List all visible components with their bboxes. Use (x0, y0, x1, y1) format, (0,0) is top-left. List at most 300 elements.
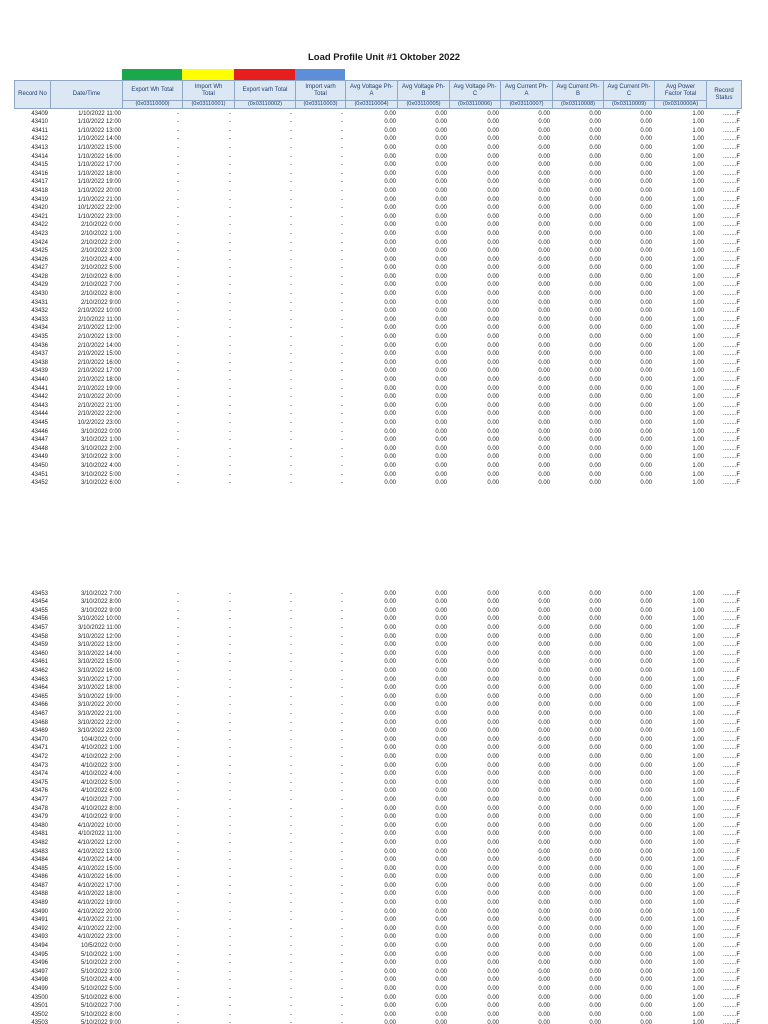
cell-import-wh: - (229, 986, 231, 992)
cell-voltage-ph-b: 0.00 (435, 179, 447, 186)
cell-current-ph-a: 0.00 (538, 728, 550, 735)
cell-record-no: 43464 (31, 685, 48, 692)
cell-voltage-ph-c: 0.00 (487, 822, 499, 829)
cell-voltage-ph-b: 0.00 (435, 239, 447, 246)
cell-current-ph-c: 0.00 (640, 110, 652, 117)
cell-current-ph-b: 0.00 (589, 711, 601, 717)
cell-power-factor: 1.00 (692, 659, 704, 666)
cell-import-wh: - (229, 805, 231, 812)
col-header-date-time (50, 80, 123, 109)
cell-voltage-ph-c: 0.00 (487, 428, 499, 435)
cell-current-ph-a: 0.00 (538, 127, 550, 134)
cell-voltage-ph-b: 0.00 (435, 977, 447, 984)
cell-import-wh: - (229, 616, 231, 623)
cell-date-time: 4/10/2022 4:00 (80, 771, 121, 778)
cell-import-varh: - (341, 325, 343, 332)
cell-current-ph-c: 0.00 (640, 428, 652, 435)
cell-current-ph-a: 0.00 (538, 1003, 550, 1010)
table-row (14, 281, 741, 290)
cell-voltage-ph-b: 0.00 (435, 659, 447, 666)
cell-date-time: 1/10/2022 18:00 (77, 170, 121, 177)
cell-record-status: ........F (722, 968, 740, 975)
cell-record-status: ........F (722, 273, 740, 280)
cell-record-no: 43434 (31, 325, 48, 332)
cell-power-factor: 1.00 (692, 394, 704, 401)
cell-date-time: 2/10/2022 11:00 (78, 316, 121, 323)
cell-voltage-ph-b: 0.00 (435, 351, 447, 358)
cell-current-ph-c: 0.00 (640, 719, 652, 726)
cell-current-ph-b: 0.00 (589, 659, 601, 666)
cell-voltage-ph-b: 0.00 (435, 900, 447, 907)
cell-current-ph-b: 0.00 (589, 779, 601, 786)
cell-import-varh: - (341, 736, 343, 743)
cell-record-status: ........F (722, 179, 740, 186)
table-row (14, 598, 741, 607)
cell-current-ph-a: 0.00 (538, 779, 550, 786)
cell-voltage-ph-c: 0.00 (487, 1011, 499, 1018)
cell-record-no: 43485 (31, 865, 48, 872)
cell-record-status: ........F (722, 462, 740, 469)
cell-export-varh: - (290, 934, 292, 941)
cell-voltage-ph-b: 0.00 (435, 857, 447, 864)
cell-record-no: 43486 (31, 874, 48, 881)
cell-voltage-ph-b: 0.00 (435, 779, 447, 786)
cell-current-ph-b: 0.00 (589, 796, 601, 803)
cell-record-no: 43495 (31, 951, 48, 958)
table-row (14, 230, 741, 239)
cell-current-ph-a: 0.00 (538, 368, 550, 375)
cell-record-status: ........F (722, 762, 740, 769)
table-row (14, 1019, 741, 1024)
cell-power-factor: 1.00 (692, 342, 704, 349)
cell-export-wh: - (177, 428, 179, 435)
cell-export-wh: - (177, 771, 179, 778)
cell-voltage-ph-b: 0.00 (435, 127, 447, 134)
cell-current-ph-b: 0.00 (589, 874, 601, 881)
cell-current-ph-b: 0.00 (589, 882, 601, 889)
table-row (14, 187, 741, 196)
cell-import-wh: - (229, 437, 231, 444)
cell-record-status: ........F (722, 428, 740, 435)
cell-record-no: 43448 (31, 445, 48, 452)
col-header-import-wh-total (182, 80, 235, 101)
cell-import-wh: - (229, 170, 231, 177)
cell-voltage-ph-c: 0.00 (487, 745, 499, 752)
cell-date-time: 2/10/2022 7:00 (80, 282, 121, 289)
cell-record-status: ........F (722, 607, 740, 614)
cell-record-no: 43470 (31, 736, 48, 743)
cell-import-varh: - (341, 1020, 343, 1024)
cell-current-ph-a: 0.00 (538, 968, 550, 975)
cell-record-status: ........F (722, 445, 740, 452)
table-row (14, 805, 741, 814)
cell-voltage-ph-c: 0.00 (487, 282, 499, 289)
col-code-avg-voltage-ph-b: (0x03110005) (397, 100, 450, 109)
cell-record-no: 43425 (31, 248, 48, 255)
cell-voltage-ph-a: 0.00 (384, 1011, 396, 1018)
cell-current-ph-c: 0.00 (640, 599, 652, 606)
cell-date-time: 2/10/2022 6:00 (80, 273, 121, 280)
cell-voltage-ph-b: 0.00 (435, 402, 447, 409)
cell-voltage-ph-c: 0.00 (487, 136, 499, 143)
cell-record-no: 43499 (31, 986, 48, 992)
cell-current-ph-b: 0.00 (589, 334, 601, 341)
cell-current-ph-a: 0.00 (538, 342, 550, 349)
cell-import-wh: - (229, 325, 231, 332)
cell-import-wh: - (229, 179, 231, 186)
cell-voltage-ph-b: 0.00 (435, 874, 447, 881)
table-row (14, 624, 741, 633)
cell-current-ph-a: 0.00 (538, 986, 550, 992)
cell-current-ph-a: 0.00 (538, 633, 550, 640)
cell-date-time: 5/10/2022 3:00 (80, 968, 121, 975)
cell-current-ph-a: 0.00 (538, 925, 550, 932)
cell-export-wh: - (177, 590, 179, 597)
table-row (14, 985, 741, 994)
cell-current-ph-b: 0.00 (589, 351, 601, 358)
cell-voltage-ph-a: 0.00 (384, 599, 396, 606)
cell-voltage-ph-b: 0.00 (435, 1011, 447, 1018)
cell-record-status: ........F (722, 248, 740, 255)
cell-export-wh: - (177, 616, 179, 623)
cell-import-varh: - (341, 968, 343, 975)
table-row (14, 676, 741, 685)
cell-record-status: ........F (722, 1011, 740, 1018)
cell-voltage-ph-b: 0.00 (435, 968, 447, 975)
cell-current-ph-b: 0.00 (589, 282, 601, 289)
cell-current-ph-c: 0.00 (640, 170, 652, 177)
table-row (14, 882, 741, 891)
cell-import-wh: - (229, 857, 231, 864)
cell-current-ph-a: 0.00 (538, 625, 550, 632)
cell-date-time: 1/10/2022 19:00 (77, 179, 121, 186)
cell-date-time: 4/10/2022 3:00 (80, 762, 121, 769)
cell-voltage-ph-b: 0.00 (435, 822, 447, 829)
cell-export-varh: - (290, 187, 292, 194)
cell-record-no: 43445 (31, 419, 48, 426)
cell-record-status: ........F (722, 351, 740, 358)
cell-import-varh: - (341, 925, 343, 932)
cell-import-varh: - (341, 599, 343, 606)
cell-power-factor: 1.00 (692, 437, 704, 444)
cell-date-time: 3/10/2022 20:00 (77, 702, 121, 709)
cell-export-varh: - (290, 256, 292, 263)
cell-import-varh: - (341, 891, 343, 898)
cell-export-varh: - (290, 633, 292, 640)
cell-current-ph-a: 0.00 (538, 213, 550, 220)
cell-import-wh: - (229, 779, 231, 786)
cell-voltage-ph-a: 0.00 (384, 377, 396, 383)
cell-date-time: 10/2/2022 23:00 (77, 419, 121, 426)
table-row (14, 959, 741, 968)
cell-current-ph-a: 0.00 (538, 428, 550, 435)
cell-record-status: ........F (722, 368, 740, 375)
cell-record-no: 43459 (31, 642, 48, 649)
cell-voltage-ph-a: 0.00 (384, 222, 396, 229)
cell-export-varh: - (290, 342, 292, 349)
cell-import-varh: - (341, 917, 343, 924)
cell-voltage-ph-a: 0.00 (384, 179, 396, 186)
cell-export-wh: - (177, 822, 179, 829)
cell-import-varh: - (341, 676, 343, 683)
cell-import-varh: - (341, 153, 343, 160)
cell-export-wh: - (177, 248, 179, 255)
cell-power-factor: 1.00 (692, 968, 704, 975)
cell-import-varh: - (341, 831, 343, 838)
cell-current-ph-a: 0.00 (538, 411, 550, 418)
cell-current-ph-c: 0.00 (640, 187, 652, 194)
cell-voltage-ph-a: 0.00 (384, 719, 396, 726)
cell-export-wh: - (177, 882, 179, 889)
cell-export-varh: - (290, 1020, 292, 1024)
cell-record-status: ........F (722, 239, 740, 246)
cell-import-wh: - (229, 462, 231, 469)
cell-current-ph-c: 0.00 (640, 377, 652, 383)
cell-date-time: 4/10/2022 8:00 (80, 805, 121, 812)
cell-voltage-ph-a: 0.00 (384, 291, 396, 298)
cell-import-wh: - (229, 385, 231, 392)
cell-current-ph-b: 0.00 (589, 411, 601, 418)
cell-import-wh: - (229, 917, 231, 924)
cell-record-no: 43471 (31, 745, 48, 752)
cell-record-no: 43467 (31, 711, 48, 717)
cell-voltage-ph-c: 0.00 (487, 419, 499, 426)
cell-current-ph-c: 0.00 (640, 334, 652, 341)
cell-voltage-ph-c: 0.00 (487, 625, 499, 632)
cell-current-ph-c: 0.00 (640, 480, 652, 487)
cell-export-wh: - (177, 402, 179, 409)
table-row (14, 204, 741, 213)
cell-voltage-ph-b: 0.00 (435, 908, 447, 915)
cell-voltage-ph-a: 0.00 (384, 196, 396, 203)
cell-voltage-ph-a: 0.00 (384, 633, 396, 640)
cell-voltage-ph-a: 0.00 (384, 273, 396, 280)
cell-current-ph-b: 0.00 (589, 1011, 601, 1018)
cell-power-factor: 1.00 (692, 471, 704, 478)
table-row (14, 1002, 741, 1011)
cell-date-time: 1/10/2022 21:00 (77, 196, 121, 203)
cell-record-status: ........F (722, 599, 740, 606)
cell-voltage-ph-b: 0.00 (435, 891, 447, 898)
cell-record-no: 43409 (31, 110, 48, 117)
cell-voltage-ph-b: 0.00 (435, 642, 447, 649)
cell-voltage-ph-c: 0.00 (487, 702, 499, 709)
table-row (14, 453, 741, 462)
cell-power-factor: 1.00 (692, 110, 704, 117)
cell-current-ph-c: 0.00 (640, 951, 652, 958)
cell-current-ph-c: 0.00 (640, 316, 652, 323)
cell-import-wh: - (229, 668, 231, 675)
cell-record-status: ........F (722, 127, 740, 134)
cell-voltage-ph-c: 0.00 (487, 668, 499, 675)
cell-record-no: 43427 (31, 265, 48, 272)
cell-export-wh: - (177, 256, 179, 263)
col-header-avg-current-ph-b (552, 80, 604, 101)
cell-voltage-ph-a: 0.00 (384, 831, 396, 838)
cell-import-varh: - (341, 986, 343, 992)
cell-current-ph-a: 0.00 (538, 402, 550, 409)
cell-import-wh: - (229, 144, 231, 151)
cell-import-wh: - (229, 411, 231, 418)
cell-voltage-ph-b: 0.00 (435, 625, 447, 632)
cell-voltage-ph-b: 0.00 (435, 462, 447, 469)
cell-voltage-ph-a: 0.00 (384, 934, 396, 941)
cell-export-wh: - (177, 170, 179, 177)
cell-export-wh: - (177, 943, 179, 950)
cell-current-ph-c: 0.00 (640, 454, 652, 461)
table-body-block (14, 110, 741, 488)
col-header-avg-voltage-ph-a (345, 80, 398, 101)
cell-export-varh: - (290, 394, 292, 401)
cell-record-status: ........F (722, 1020, 740, 1024)
cell-import-wh: - (229, 642, 231, 649)
cell-import-wh: - (229, 693, 231, 700)
table-row (14, 118, 741, 127)
cell-current-ph-b: 0.00 (589, 299, 601, 306)
cell-current-ph-a: 0.00 (538, 943, 550, 950)
col-header-label: Avg Voltage Ph-C (453, 83, 497, 97)
cell-record-status: ........F (722, 745, 740, 752)
col-code-avg-power-factor-total: (0x0310000A) (654, 100, 707, 109)
cell-voltage-ph-c: 0.00 (487, 144, 499, 151)
cell-import-wh: - (229, 471, 231, 478)
cell-voltage-ph-c: 0.00 (487, 402, 499, 409)
cell-record-no: 43469 (31, 728, 48, 735)
cell-import-varh: - (341, 265, 343, 272)
cell-current-ph-a: 0.00 (538, 814, 550, 821)
cell-export-wh: - (177, 308, 179, 315)
cell-current-ph-c: 0.00 (640, 1011, 652, 1018)
cell-current-ph-c: 0.00 (640, 968, 652, 975)
cell-record-no: 43431 (31, 299, 48, 306)
cell-import-wh: - (229, 187, 231, 194)
cell-current-ph-c: 0.00 (640, 796, 652, 803)
cell-current-ph-b: 0.00 (589, 625, 601, 632)
cell-record-status: ........F (722, 668, 740, 675)
cell-voltage-ph-b: 0.00 (435, 616, 447, 623)
table-row (14, 479, 741, 488)
cell-import-wh: - (229, 685, 231, 692)
cell-export-varh: - (290, 428, 292, 435)
cell-import-wh: - (229, 239, 231, 246)
cell-current-ph-b: 0.00 (589, 248, 601, 255)
cell-voltage-ph-b: 0.00 (435, 607, 447, 614)
cell-power-factor: 1.00 (692, 127, 704, 134)
cell-voltage-ph-b: 0.00 (435, 762, 447, 769)
cell-current-ph-c: 0.00 (640, 230, 652, 237)
cell-voltage-ph-a: 0.00 (384, 650, 396, 657)
cell-current-ph-b: 0.00 (589, 650, 601, 657)
page-title: Load Profile Unit #1 Oktober 2022 (307, 52, 461, 63)
cell-export-wh: - (177, 230, 179, 237)
cell-current-ph-c: 0.00 (640, 771, 652, 778)
cell-import-varh: - (341, 162, 343, 169)
cell-current-ph-c: 0.00 (640, 437, 652, 444)
cell-import-varh: - (341, 256, 343, 263)
cell-record-no: 43421 (31, 213, 48, 220)
cell-import-wh: - (229, 977, 231, 984)
cell-import-varh: - (341, 437, 343, 444)
cell-record-no: 43484 (31, 857, 48, 864)
cell-voltage-ph-b: 0.00 (435, 153, 447, 160)
cell-current-ph-a: 0.00 (538, 248, 550, 255)
cell-power-factor: 1.00 (692, 402, 704, 409)
cell-date-time: 4/10/2022 10:00 (77, 822, 121, 829)
cell-current-ph-c: 0.00 (640, 908, 652, 915)
cell-export-wh: - (177, 668, 179, 675)
cell-voltage-ph-c: 0.00 (487, 762, 499, 769)
cell-record-status: ........F (722, 170, 740, 177)
cell-voltage-ph-a: 0.00 (384, 685, 396, 692)
table-row (14, 890, 741, 899)
export-varh-color-bar (234, 69, 295, 80)
cell-voltage-ph-a: 0.00 (384, 402, 396, 409)
cell-export-wh: - (177, 960, 179, 967)
cell-current-ph-c: 0.00 (640, 273, 652, 280)
col-header-avg-voltage-ph-c (449, 80, 501, 101)
cell-export-varh: - (290, 874, 292, 881)
cell-current-ph-a: 0.00 (538, 736, 550, 743)
cell-date-time: 3/10/2022 1:00 (80, 437, 121, 444)
cell-power-factor: 1.00 (692, 702, 704, 709)
cell-import-wh: - (229, 934, 231, 941)
cell-import-varh: - (341, 771, 343, 778)
col-code-avg-current-ph-a: (0x03110007) (500, 100, 553, 109)
cell-import-wh: - (229, 848, 231, 855)
cell-date-time: 2/10/2022 21:00 (77, 402, 121, 409)
cell-export-wh: - (177, 282, 179, 289)
cell-voltage-ph-b: 0.00 (435, 308, 447, 315)
cell-power-factor: 1.00 (692, 239, 704, 246)
cell-current-ph-a: 0.00 (538, 659, 550, 666)
cell-export-varh: - (290, 805, 292, 812)
cell-current-ph-b: 0.00 (589, 377, 601, 383)
cell-date-time: 2/10/2022 12:00 (77, 325, 121, 332)
cell-current-ph-b: 0.00 (589, 153, 601, 160)
cell-power-factor: 1.00 (692, 943, 704, 950)
cell-voltage-ph-a: 0.00 (384, 316, 396, 323)
cell-power-factor: 1.00 (692, 908, 704, 915)
cell-power-factor: 1.00 (692, 419, 704, 426)
cell-record-status: ........F (722, 394, 740, 401)
cell-record-status: ........F (722, 471, 740, 478)
cell-voltage-ph-c: 0.00 (487, 162, 499, 169)
cell-import-wh: - (229, 831, 231, 838)
cell-current-ph-c: 0.00 (640, 308, 652, 315)
cell-record-status: ........F (722, 162, 740, 169)
cell-power-factor: 1.00 (692, 248, 704, 255)
cell-export-wh: - (177, 471, 179, 478)
cell-import-wh: - (229, 599, 231, 606)
cell-voltage-ph-a: 0.00 (384, 702, 396, 709)
cell-record-status: ........F (722, 282, 740, 289)
cell-export-wh: - (177, 325, 179, 332)
cell-export-varh: - (290, 642, 292, 649)
cell-date-time: 4/10/2022 1:00 (80, 745, 121, 752)
cell-current-ph-c: 0.00 (640, 642, 652, 649)
cell-import-varh: - (341, 359, 343, 366)
cell-import-wh: - (229, 402, 231, 409)
cell-power-factor: 1.00 (692, 599, 704, 606)
cell-voltage-ph-c: 0.00 (487, 676, 499, 683)
cell-voltage-ph-b: 0.00 (435, 299, 447, 306)
table-row (14, 994, 741, 1003)
cell-current-ph-b: 0.00 (589, 719, 601, 726)
cell-current-ph-b: 0.00 (589, 943, 601, 950)
cell-current-ph-c: 0.00 (640, 650, 652, 657)
cell-import-wh: - (229, 273, 231, 280)
table-row (14, 658, 741, 667)
